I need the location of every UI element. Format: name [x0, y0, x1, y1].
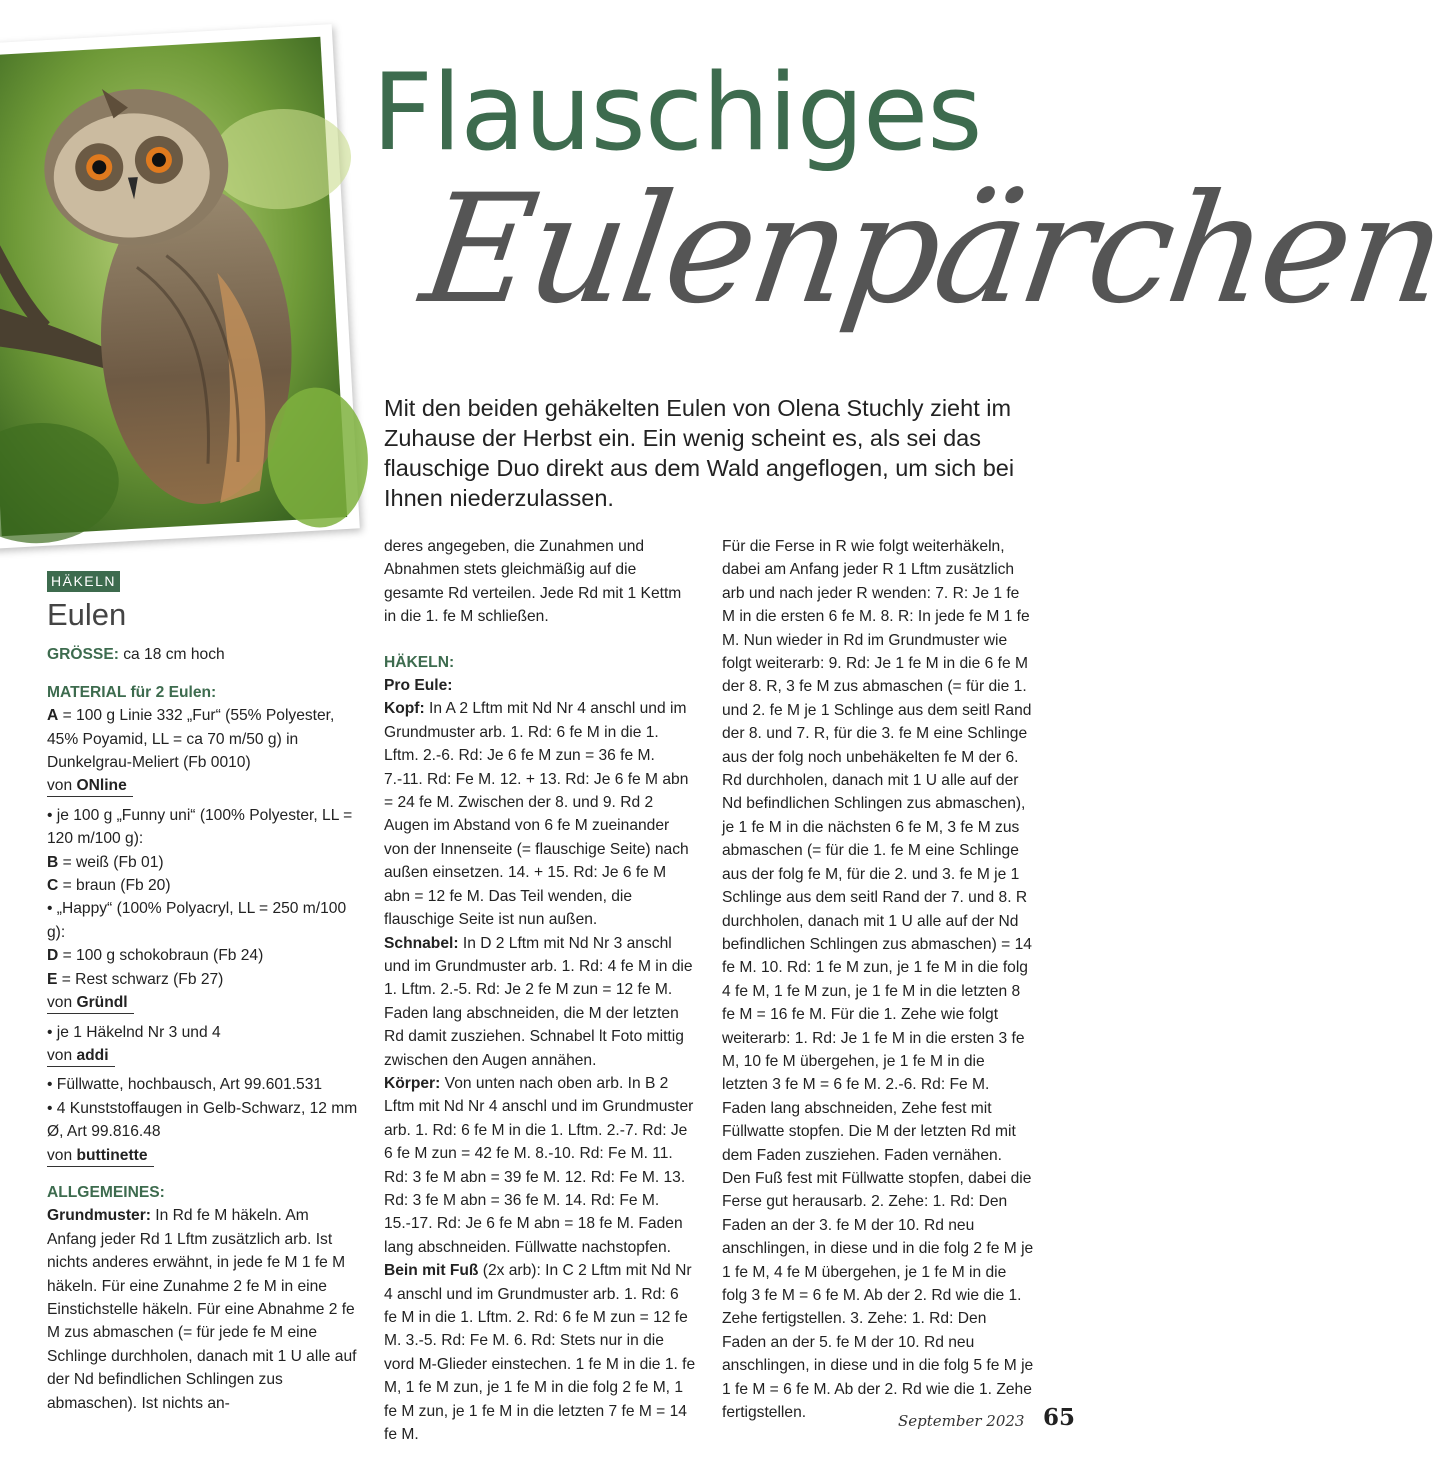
material-eyes: • 4 Kunststoffaugen in Gelb-Schwarz, 12 mm Ø, Art 99.816.48	[47, 1099, 358, 1141]
owl-photo	[0, 37, 347, 537]
material-c: C = braun (Fb 20)	[47, 877, 171, 895]
supplier-line: von addi	[47, 1044, 359, 1067]
crochet-heading: HÄKELN:	[384, 653, 455, 671]
material-heading: MATERIAL für 2 Eulen:	[47, 683, 217, 701]
category-badge: HÄKELN	[47, 571, 120, 592]
body-instructions: Körper: Von unten nach oben arb. In B 2 Lftm mit Nd Nr 4 anschl und im Grundmuster arb. 1. Rd: 6 fe M in die 1. Lftm. 2.-7. Rd: Je 6 fe M zun = 42 fe M. 8.-10. Rd: Fe M. 11. Rd: 3 fe M abn = 39 fe M. 12. Rd: Fe M. 13. Rd: 3 fe M abn = 36 fe M. 14. Rd: Fe M. 15.-17. Rd: Je 6 fe M abn = 18 fe M. Faden lang abschneiden. Füllwatte nachstopfen.	[384, 1074, 694, 1256]
page-title: Flauschiges	[372, 51, 982, 174]
material-fill: • Füllwatte, hochbausch, Art 99.601.531	[47, 1076, 323, 1094]
page-subtitle-script: Eulenpärchen	[412, 163, 1452, 337]
photo-frame	[0, 24, 360, 549]
size-line: GRÖSSE: ca 18 cm hoch	[47, 646, 225, 664]
pattern-text: Grundmuster: In Rd fe M häkeln. Am Anfang jeder Rd 1 Lftm zusätzlich arb. Ist nichts anderes erwähnt, in jede fe M 1 fe M häkeln. Für eine Zunahme 2 fe M in eine Einstichstelle häkeln. Für eine Abnahme 2 fe M zus abmaschen (= für jede fe M eine Schlinge durchholen, danach mit 1 U alle auf der Nd befindlichen Schlingen zus abmaschen). Ist nichts an-	[47, 1207, 357, 1412]
supplier-line: von ONline	[47, 774, 359, 797]
column-instructions-2	[722, 535, 1034, 1424]
material-hook: • je 1 Häkelnd Nr 3 und 4	[47, 1023, 221, 1041]
supplier-line: von Gründl	[47, 991, 359, 1014]
per-owl-label: Pro Eule:	[384, 677, 453, 695]
material-d: D = 100 g schokobraun (Fb 24)	[47, 947, 264, 965]
column-materials	[47, 570, 359, 1415]
material-funny: • je 100 g „Funny uni“ (100% Polyester, LL = 120 m/100 g):	[47, 806, 353, 848]
material-b: B = weiß (Fb 01)	[47, 853, 164, 871]
general-heading: ALLGEMEINES:	[47, 1183, 165, 1201]
continued-text: deres angegeben, die Zunahmen und Abnahmen stets gleichmäßig auf die gesamte Rd verteilen. Jede Rd mit 1 Kettm in die 1. fe M schließen.	[384, 538, 682, 626]
material-a: A = 100 g Linie 332 „Fur“ (55% Polyester, 45% Poyamid, LL = ca 70 m/50 g) in Dunkelgrau-Meliert (Fb 0010)	[47, 707, 335, 772]
page-number: 65	[1043, 1404, 1076, 1431]
head-instructions: Kopf: In A 2 Lftm mit Nd Nr 4 anschl und im Grundmuster arb. 1. Rd: 6 fe M in die 1. Lftm. 2.-6. Rd: Je 6 fe M zun = 36 fe M. 7.-11. Rd: Fe M. 12. + 13. Rd: Je 6 fe M abn = 24 fe M. Zwischen der 8. und 9. Rd 2 Augen im Abstand von 6 fe M zueinander von der Innenseite (= flauschige Seite) nach außen einsetzen. 14. + 15. Rd: Je 6 fe M abn = 12 fe M. Das Teil wenden, die flauschige Seite ist nun außen.	[384, 700, 689, 929]
issue-date: September 2023	[898, 1412, 1025, 1430]
lead-paragraph: Mit den beiden gehäkelten Eulen von Olena Stuchly zieht im Zuhause der Herbst ein. Ein wenig scheint es, als sei das flauschige Duo direkt aus dem Wald angeflogen, um sich bei Ihnen niederzulassen.	[384, 395, 1015, 511]
material-happy: • „Happy“ (100% Polyacryl, LL = 250 m/100 g):	[47, 900, 347, 941]
foot-instructions: Für die Ferse in R wie folgt weiterhäkeln, dabei am Anfang jeder R 1 Lftm zusätzlich arb und nach jeder R wenden: 7. R: Je 1 fe M in die ersten 6 fe M. 8. R: In jede fe M 1 fe M. Nun wieder in Rd im Grundmuster wie folgt weiterarb: 9. Rd: Je 1 fe M in die 6 fe M der 8. R, 3 fe M zus abmaschen (= für die 1. und 2. fe M je 1 Schlinge aus dem seitl Rand der 8. und 7. R, für die 3. fe M eine Schlinge aus der folg noch unbehäkelten fe M der 6. Rd durchholen, danach mit 1 U alle auf der Nd befindlichen Schlingen zus abmaschen), je 1 fe M in die nächsten 6 fe M, 3 fe M zus abmaschen (= für die 1. fe M eine Schlinge aus der folg fe M, für die 2. und 3. fe M je 1 Schlinge aus dem seitl Rand der 7. und 8. R durchholen, danach mit 1 U alle auf der Nd befindlichen Schlingen zus abmaschen) = 14 fe M. 10. Rd: 1 fe M zun, je 1 fe M in die folg 4 fe M, 1 fe M zun, je 1 fe M in die letzten 8 fe M = 16 fe M. Für die 1. Zehe wie folgt weiterarb: 1. Rd: Je 1 fe M in die ersten 3 fe M, 10 fe M übergehen, je 1 fe M in die letzten 3 fe M = 6 fe M. 2.-6. Rd: Fe M. Faden lang abschneiden, Zehe fest mit Füllwatte stopfen. Die M der letzten Rd mit dem Faden zusziehen. Faden vernähen. Den Fuß fest mit Füllwatte stopfen, dabei die Ferse gut herausarb. 2. Zehe: 1. Rd: Den Faden an der 3. fe M der 10. Rd neu anschlingen, in diese und in die folg 2 fe M je 1 fe M, 4 fe M übergehen, je 1 fe M in die folg 3 fe M = 6 fe M. Ab der 2. Rd wie die 1. Zehe fertigstellen. 3. Zehe: 1. Rd: Den Faden an der 5. fe M der 10. Rd neu anschlingen, in diese und in die folg 5 fe M je 1 fe M = 6 fe M. Ab der 2. Rd wie die 1. Zehe fertigstellen.	[722, 538, 1034, 1422]
material-e: E = Rest schwarz (Fb 27)	[47, 970, 224, 988]
beak-instructions: Schnabel: In D 2 Lftm mit Nd Nr 3 anschl und im Grundmuster arb. 1. Rd: 4 fe M in die 1. Lftm. 2.-5. Rd: Je 2 fe M zun = 12 fe M. Faden lang abschneiden, die M der letzten Rd damit zusziehen. Schnabel lt Foto mittig zwischen den Augen annähen.	[384, 934, 693, 1069]
column-instructions-1	[384, 535, 696, 1446]
leg-instructions: Bein mit Fuß (2x arb): In C 2 Lftm mit Nd Nr 4 anschl und im Grundmuster arb. 1. Rd: 6 fe M in die 1. Lftm. 2. Rd: 6 fe M zun = 12 fe M. 3.-5. Rd: Fe M. 6. Rd: Stets nur in die vord M-Glieder einstechen. 1 fe M in die 1. fe M, 1 fe M zun, je 1 fe M in die folg 2 fe M, 1 fe M zun, je 1 fe M in die letzten 7 fe M = 14 fe M.	[384, 1262, 696, 1444]
supplier-line: von buttinette	[47, 1144, 359, 1167]
section-title: Eulen	[47, 597, 127, 633]
